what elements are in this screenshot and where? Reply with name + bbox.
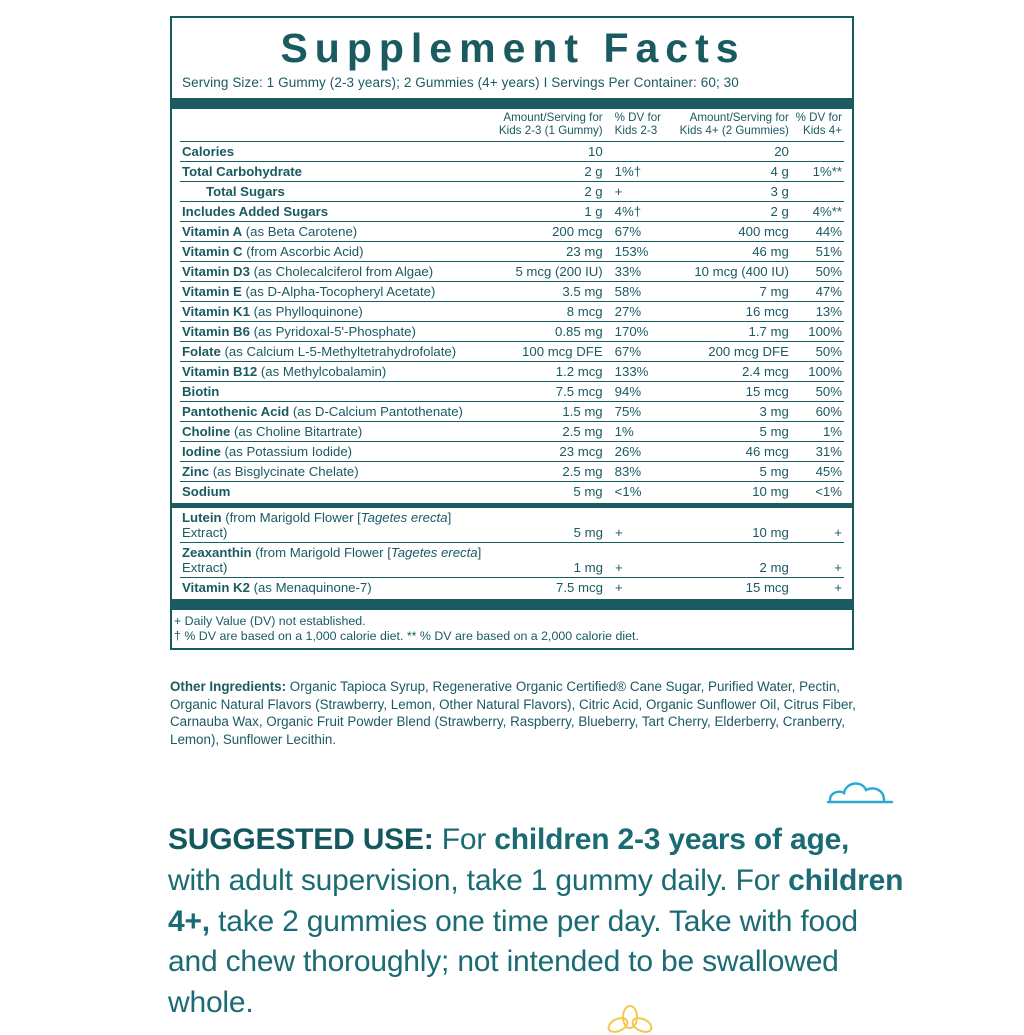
dv-kids4: 4%** xyxy=(791,201,844,221)
col-header-nutrient xyxy=(180,109,492,141)
suggested-use-bold2: children 4+, xyxy=(168,863,904,938)
nutrient-source: (as D-Calcium Pantothenate) xyxy=(289,403,463,419)
nutrient-botanical-name: Tagetes erecta xyxy=(390,544,478,560)
amount-kids4: 15 mcg xyxy=(678,381,791,401)
dv-kids23: 26% xyxy=(605,441,678,461)
dv-kids4: 50% xyxy=(791,341,844,361)
serving-size-line: Serving Size: 1 Gummy (2-3 years); 2 Gummies (4+ years) I Servings Per Container: 60; 30 xyxy=(182,75,739,90)
nutrient-name xyxy=(180,421,492,441)
nutrient-name xyxy=(180,201,492,221)
nutrient-name xyxy=(180,341,492,361)
dv-kids4: 47% xyxy=(791,281,844,301)
amount-kids4: 10 mg xyxy=(752,524,789,540)
dv-kids4 xyxy=(791,181,844,201)
amount-kids4: 46 mg xyxy=(678,241,791,261)
nutrient-source: (from Marigold Flower [ xyxy=(221,509,361,525)
nutrient-name xyxy=(180,221,492,241)
suggested-use xyxy=(168,820,908,1024)
col-header-amount-kids4 xyxy=(678,109,791,141)
amount-kids23: 2.5 mg xyxy=(492,461,605,481)
dv-kids23: 33% xyxy=(605,261,678,281)
table-row xyxy=(180,441,844,461)
table-row xyxy=(180,361,844,381)
dv-kids4: 51% xyxy=(791,241,844,261)
nutrient-source: (from Ascorbic Acid) xyxy=(242,243,364,259)
amount-kids23: 7.5 mcg xyxy=(492,381,605,401)
table-row xyxy=(180,341,844,361)
col-header-amount-kids23-line1: Amount/Serving for xyxy=(503,111,603,124)
nutrient-name xyxy=(180,542,492,577)
nutrient-name xyxy=(180,481,492,501)
amount-kids23: 2.5 mg xyxy=(492,421,605,441)
nutrient-label: Folate xyxy=(182,343,221,359)
table-header xyxy=(180,109,844,141)
nutrient-source: (as Methylcobalamin) xyxy=(257,363,387,379)
amount-kids23: 1.2 mcg xyxy=(492,361,605,381)
nutrient-label: Total Sugars xyxy=(206,183,285,199)
col-header-amount-kids4-line1: Amount/Serving for xyxy=(689,111,789,124)
amount-kids23: 0.85 mg xyxy=(492,321,605,341)
nutrient-name xyxy=(180,241,492,261)
nutrient-source-end: ] Extract) xyxy=(182,544,482,575)
table-row xyxy=(180,461,844,481)
dv-kids23: + xyxy=(605,542,678,577)
nutrient-name xyxy=(180,577,492,597)
nutrient-name xyxy=(180,401,492,421)
dv-kids23: 67% xyxy=(605,221,678,241)
nutrient-label: Vitamin K2 xyxy=(182,579,250,595)
nutrient-source-end: ] Extract) xyxy=(182,509,452,540)
nutrient-name xyxy=(180,361,492,381)
dv-kids4: 44% xyxy=(791,221,844,241)
amount-kids4: 3 g xyxy=(678,181,791,201)
nutrient-label: Vitamin A xyxy=(182,223,243,239)
amount-kids4: 2.4 mcg xyxy=(678,361,791,381)
nutrient-source: (as Potassium Iodide) xyxy=(220,443,353,459)
dv-kids23 xyxy=(605,141,678,161)
dv-kids23: 1% xyxy=(605,421,678,441)
nutrient-label: Zinc xyxy=(182,463,210,479)
amount-kids23: 2 g xyxy=(492,161,605,181)
amount-kids23: 5 mg xyxy=(492,481,605,501)
dv-kids4: + xyxy=(834,524,842,540)
nutrient-name xyxy=(180,281,492,301)
dv-kids23: 83% xyxy=(605,461,678,481)
nutrient-label: Vitamin K1 xyxy=(182,303,250,319)
other-ingredients xyxy=(170,678,870,749)
dv-kids23: 67% xyxy=(605,341,678,361)
amount-kids23: 100 mcg DFE xyxy=(492,341,605,361)
dv-kids4: 45% xyxy=(791,461,844,481)
amount-kids4: 20 xyxy=(678,141,791,161)
nutrient-name xyxy=(180,261,492,281)
amount-kids23: 2 g xyxy=(492,181,605,201)
col-header-amount-kids4-line2: Kids 4+ (2 Gummies) xyxy=(679,124,789,138)
nutrient-label: Pantothenic Acid xyxy=(182,403,290,419)
nutrient-label: Vitamin B6 xyxy=(182,323,250,339)
dv-kids23: 94% xyxy=(605,381,678,401)
amount-kids23: 200 mcg xyxy=(492,221,605,241)
nutrient-source: (as Cholecalciferol from Algae) xyxy=(249,263,434,279)
dv-kids23: <1% xyxy=(605,481,678,501)
col-header-amount-kids23 xyxy=(492,109,605,141)
rule-thick-top xyxy=(172,98,852,109)
table-row xyxy=(180,201,844,221)
amount-kids4: 10 mcg (400 IU) xyxy=(678,261,791,281)
table-row xyxy=(180,281,844,301)
dv-kids4 xyxy=(791,141,844,161)
suggested-use-heading: SUGGESTED USE: xyxy=(168,823,434,856)
nutrient-label: Iodine xyxy=(182,443,221,459)
nutrient-label: Includes Added Sugars xyxy=(182,203,329,219)
nutrient-source: (as Phylloquinone) xyxy=(249,303,363,319)
dv-kids4: 100% xyxy=(791,321,844,341)
table-row xyxy=(180,577,844,597)
nutrient-source: (as Pyridoxal-5'-Phosphate) xyxy=(249,323,416,339)
nutrient-label: Vitamin D3 xyxy=(182,263,250,279)
table-row xyxy=(180,421,844,441)
dv-kids4: 31% xyxy=(791,441,844,461)
table-row xyxy=(180,321,844,341)
dv-kids4: 1%** xyxy=(791,161,844,181)
nutrient-name xyxy=(180,141,492,161)
col-header-dv-kids4-line2: Kids 4+ xyxy=(803,124,842,138)
nutrient-botanical-name: Tagetes erecta xyxy=(360,509,448,525)
amount-kids23: 10 xyxy=(492,141,605,161)
amount-kids4: 15 mcg xyxy=(678,577,791,597)
footnote-daily-value: + Daily Value (DV) not established. xyxy=(174,613,366,628)
col-header-dv-kids23-line1: % DV for xyxy=(614,111,662,124)
table-row xyxy=(180,401,844,421)
amount-kids23: 8 mcg xyxy=(492,301,605,321)
nutrient-source: (as Calcium L-5-Methyltetrahydrofolate) xyxy=(220,343,457,359)
table-row xyxy=(180,381,844,401)
table-row xyxy=(180,301,844,321)
nutrient-label: Vitamin E xyxy=(182,283,242,299)
dv-kids23: 1%† xyxy=(605,161,678,181)
nutrition-table xyxy=(180,109,844,501)
dv-kids23: + xyxy=(614,524,623,540)
amount-kids4: 5 mg xyxy=(678,461,791,481)
col-header-amount-kids23-line2: Kids 2-3 (1 Gummy) xyxy=(498,124,603,138)
nutrient-name xyxy=(180,301,492,321)
nutrition-table-secondary xyxy=(180,508,844,597)
rule-thick-bottom xyxy=(172,599,852,610)
nutrient-label: Total Carbohydrate xyxy=(182,163,302,179)
col-header-dv-kids23 xyxy=(605,109,678,141)
nutrient-name xyxy=(180,508,492,543)
nutrient-label: Choline xyxy=(182,423,231,439)
page-title: Supplement Facts xyxy=(280,25,746,71)
nutrient-name xyxy=(180,381,492,401)
amount-kids4: 200 mcg DFE xyxy=(678,341,791,361)
table-row xyxy=(180,141,844,161)
dv-kids4: 13% xyxy=(791,301,844,321)
nutrient-source: (as Beta Carotene) xyxy=(242,223,358,239)
table-row xyxy=(180,481,844,501)
dv-kids23: + xyxy=(605,577,678,597)
amount-kids4: 10 mg xyxy=(678,481,791,501)
amount-kids23: 23 mg xyxy=(492,241,605,261)
dv-kids4: 1% xyxy=(791,421,844,441)
amount-kids23: 1 g xyxy=(492,201,605,221)
dv-kids23: 27% xyxy=(605,301,678,321)
table-row xyxy=(180,261,844,281)
amount-kids4: 2 g xyxy=(678,201,791,221)
nutrient-name xyxy=(180,161,492,181)
col-header-dv-kids4 xyxy=(791,109,844,141)
nutrient-source: (as D-Alpha-Tocopheryl Acetate) xyxy=(241,283,436,299)
amount-kids4: 4 g xyxy=(678,161,791,181)
table-row xyxy=(180,221,844,241)
amount-kids23: 1 mg xyxy=(492,542,605,577)
dv-kids23: 75% xyxy=(605,401,678,421)
dv-kids23: 153% xyxy=(605,241,678,261)
footnote-calorie-diet: † % DV are based on a 1,000 calorie diet. ** % DV are based on a 2,000 calorie diet. xyxy=(174,629,639,644)
nutrient-label: Lutein xyxy=(182,509,222,525)
table-row xyxy=(180,161,844,181)
dv-kids23: 4%† xyxy=(605,201,678,221)
amount-kids23: 1.5 mg xyxy=(492,401,605,421)
flower-icon xyxy=(600,995,660,1035)
dv-kids4: 50% xyxy=(791,261,844,281)
table-row xyxy=(180,181,844,201)
nutrient-source: (as Menaquinone-7) xyxy=(249,579,372,595)
table-row xyxy=(180,542,844,577)
table-body-secondary xyxy=(180,508,844,597)
dv-kids23: 170% xyxy=(605,321,678,341)
table-body xyxy=(180,141,844,501)
nutrient-label: Biotin xyxy=(182,383,220,399)
nutrient-source: (as Bisglycinate Chelate) xyxy=(209,463,359,479)
amount-kids23: 5 mg xyxy=(573,524,603,540)
nutrient-label: Sodium xyxy=(182,483,231,499)
dv-kids4: 100% xyxy=(791,361,844,381)
suggested-use-part1: For xyxy=(433,823,495,856)
dv-kids23: + xyxy=(605,181,678,201)
nutrient-name xyxy=(180,181,492,201)
col-header-dv-kids23-line2: Kids 2-3 xyxy=(614,124,658,138)
supplement-facts-panel xyxy=(170,16,854,650)
nutrient-source: (as Choline Bitartrate) xyxy=(230,423,363,439)
nutrient-label: Vitamin C xyxy=(182,243,243,259)
other-ingredients-label: Other Ingredients: xyxy=(170,679,287,694)
amount-kids4: 5 mg xyxy=(678,421,791,441)
nutrient-name xyxy=(180,321,492,341)
col-header-dv-kids4-line1: % DV for xyxy=(795,111,842,124)
amount-kids4: 1.7 mg xyxy=(678,321,791,341)
nutrient-source: (from Marigold Flower [ xyxy=(251,544,391,560)
suggested-use-part2: with adult supervision, take 1 gummy daily. For xyxy=(168,863,789,897)
dv-kids23: 58% xyxy=(605,281,678,301)
nutrient-label: Calories xyxy=(182,143,235,159)
amount-kids4: 16 mcg xyxy=(678,301,791,321)
dv-kids4: <1% xyxy=(791,481,844,501)
suggested-use-bold1: children 2-3 years of age, xyxy=(494,823,850,856)
nutrient-name xyxy=(180,461,492,481)
amount-kids23: 3.5 mg xyxy=(492,281,605,301)
dv-kids4: + xyxy=(791,542,844,577)
table-row xyxy=(180,508,844,543)
cloud-icon xyxy=(826,772,896,806)
suggested-use-part3: take 2 gummies one time per day. Take with food and chew thoroughly; not intended to be swallowed whole. xyxy=(168,904,858,1020)
amount-kids4: 7 mg xyxy=(678,281,791,301)
nutrient-label: Zeaxanthin xyxy=(182,544,252,560)
dv-kids23: 133% xyxy=(605,361,678,381)
nutrient-name xyxy=(180,441,492,461)
amount-kids23: 5 mcg (200 IU) xyxy=(492,261,605,281)
dv-kids4: 60% xyxy=(791,401,844,421)
amount-kids23: 23 mcg xyxy=(492,441,605,461)
amount-kids4: 2 mg xyxy=(678,542,791,577)
amount-kids4: 3 mg xyxy=(678,401,791,421)
amount-kids23: 7.5 mcg xyxy=(492,577,605,597)
table-row xyxy=(180,241,844,261)
other-ingredients-text: Organic Tapioca Syrup, Regenerative Organic Certified® Cane Sugar, Purified Water, Pectin, Organic Natural Flavors (Strawberry, Lemon, Other Natural Flavors), Citric Acid, Organic Sunflower Oil, Citrus Fiber, Carnauba Wax, Organic Fruit Powder Blend (Strawberry, Raspberry, Blueberry, Tart Cherry, Elderberry, Cranberry, Lemon), Sunflower Lecithin. xyxy=(170,679,856,748)
nutrient-label: Vitamin B12 xyxy=(182,363,258,379)
dv-kids4: + xyxy=(791,577,844,597)
dv-kids4: 50% xyxy=(791,381,844,401)
amount-kids4: 400 mcg xyxy=(678,221,791,241)
amount-kids4: 46 mcg xyxy=(678,441,791,461)
